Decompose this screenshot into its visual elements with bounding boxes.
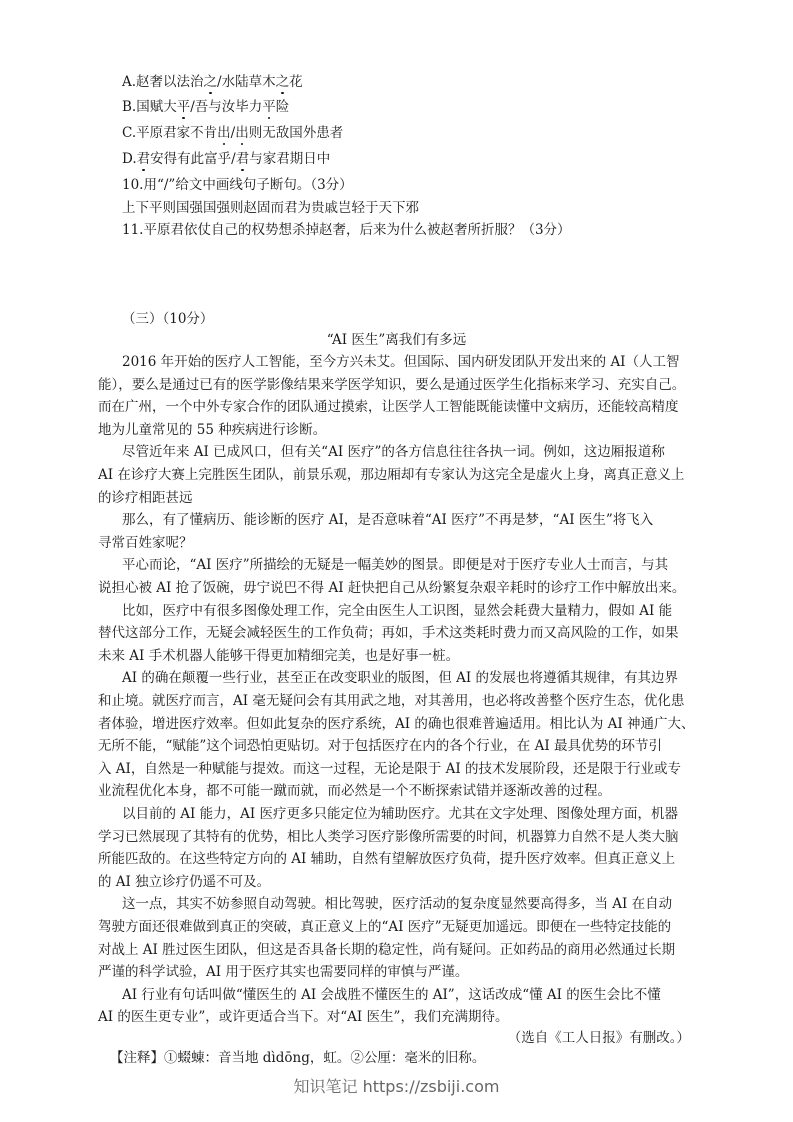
body-line: 而在广州，一个中外专家合作的团队通过摸索，让医学人工智能既能读懂中文病历，还能较高精度 <box>98 399 679 416</box>
dotted-character: 之 <box>203 74 218 90</box>
body-line: 能），要么是通过已有的医学影像结果来学医学知识，要么是通过医学生化指标来学习、充实自己。 <box>98 376 686 393</box>
body-line: 那么，有了懂病历、能诊断的医疗 AI，是否意味着“AI 医疗”不再是梦，“AI 医生”将飞入 <box>122 512 654 529</box>
body-line: 和止境。就医疗而言，AI 毫无疑问会有其用武之地，对其善用，也必将改善整个医疗生态，优化患 <box>98 693 685 709</box>
option-text: 与家君期日中 <box>249 151 331 167</box>
option-text: A.赵奢以法治 <box>122 74 204 90</box>
watermark-footer: 知识笔记 https://zsbiji.com <box>293 1077 500 1096</box>
section-heading: （三）（10分） <box>122 311 214 327</box>
source-citation: （选自《工人日报》有删改。） <box>507 1030 690 1046</box>
body-line: 这一点，其实不妨参照自动驾驶。相比驾驶，医疗活动的复杂度显然要高得多，当 AI 在自动 <box>122 896 673 913</box>
body-line: 未来 AI 手术机器人能够干得更加精细完美，也是好事一桩。 <box>98 647 460 664</box>
body-line: 2016 年开始的医疗人工智能，至今方兴未艾。但国际、国内研发团队开发出来的 AI（人工智 <box>122 354 680 370</box>
body-line: 严谨的科学试验，AI 用于医疗其实也需要同样的审慎与严谨。 <box>98 964 469 981</box>
body-line: 比如，医疗中有很多图像处理工作，完全由医生人工识图，显然会耗费大量精力，假如 AI 能 <box>122 602 673 619</box>
option-text: 险 <box>275 99 290 115</box>
body-line: 学习已然展现了其特有的优势，相比人类学习医疗影像所需要的时间，机器算力自然不是人类大脑 <box>98 828 679 845</box>
option-text: /水陆草木 <box>217 74 276 90</box>
body-line: 说担心被 AI 抢了饭碗，毋宁说巴不得 AI 赶快把自己从纷繁复杂艰辛耗时的诊疗工作中解放出来。 <box>98 580 686 596</box>
body-line: 尽管近年来 AI 已成风口，但有关“AI 医疗”的各方信息往往各执一词。例如，这边厢报道称 <box>122 444 665 461</box>
body-line: AI 行业有句话叫做“懂医生的 AI 会战胜不懂医生的 AI”，这话改成“懂 AI 的医生会比不懂 <box>122 986 661 1003</box>
annotation-note: 【注释】①蝃蝀：音当地 dìdōng，虹。②公厘：毫米的旧称。 <box>110 1050 486 1066</box>
option-text: 则无敌国外患者 <box>248 125 344 141</box>
body-line: 入 AI，自然是一种赋能与提效。而这一过程，无论是限于 AI 的技术发展阶段，还是限于行业或专 <box>98 760 682 777</box>
option-text: / <box>230 125 236 141</box>
option-c <box>122 123 343 143</box>
body-line: 地为儿童常见的 55 种疾病进行诊断。 <box>98 421 327 438</box>
body-line: AI 在诊疗大赛上完胜医生团队，前景乐观，那边厢却有专家认为这完全是虚火上身，离真正意义上 <box>98 467 685 483</box>
option-a <box>122 72 303 92</box>
body-line: 以目前的 AI 能力，AI 医疗更多只能定位为辅助医疗。尤其在文字处理、图像处理方面，机器 <box>122 806 679 822</box>
dotted-character: 君 <box>136 151 151 167</box>
dotted-character: 出 <box>217 125 231 141</box>
question-10-sentence: 上下平则国强国强则赵固而君为贵戚岂轻于天下邪 <box>122 200 419 216</box>
body-line: AI 的医生更专业”，或许更适合当下。对“AI 医生”，我们充满期待。 <box>98 1009 509 1026</box>
body-line: 寻常百姓家呢？ <box>98 534 193 551</box>
body-line: AI 的确在颠覆一些行业，甚至正在改变职业的版图，但 AI 的发展也将遵循其规律，有其边界 <box>122 670 679 687</box>
option-d <box>122 149 330 169</box>
option-text: D. <box>122 151 137 167</box>
body-line: 者体验，增进医疗效率。但如此复杂的医疗系统，AI 的确也很难普遍适用。相比认为 AI 神通广大、 <box>98 715 695 732</box>
dotted-character: 君 <box>235 151 250 167</box>
body-line: 对战上 AI 胜过医生团队，但这是否具备长期的稳定性，尚有疑问。正如药品的商用必然通过长期 <box>98 941 676 958</box>
dotted-character: 平 <box>176 99 191 115</box>
article-title: “AI 医生”离我们有多远 <box>326 332 467 348</box>
body-line: 替代这部分工作，无疑会减轻医生的工作负荷；再如，手术这类耗时费力而又高风险的工作，如果 <box>98 625 679 642</box>
body-line: 业流程优化本身，都不可能一蹴而就，而必然是一个不断探索试错并逐渐改善的过程。 <box>98 783 611 800</box>
option-text: C.平原君家不肯 <box>122 125 218 141</box>
option-text: /吾与汝毕力 <box>190 99 263 115</box>
body-line: 的 AI 独立诊疗仍遥不可及。 <box>98 873 271 890</box>
option-text: B.国赋大 <box>122 99 177 115</box>
body-line: 驾驶方面还很难做到真正的突破，真正意义上的“AI 医疗”无疑更加遥远。即便在一些特定技能的 <box>98 919 672 935</box>
dotted-character: 之 <box>275 74 290 90</box>
question-10: 10.用“/”给文中画线句子断句。（3分） <box>122 177 353 193</box>
question-11: 11.平原君依仗自己的权势想杀掉赵奢，后来为什么被赵奢所折服？（3分） <box>122 222 571 238</box>
body-line: 所能匹敌的。在这些特定方向的 AI 辅助，自然有望解放医疗负荷，提升医疗效率。但真正意义上 <box>98 851 676 868</box>
option-b <box>122 97 289 117</box>
dotted-character: 平 <box>262 99 276 115</box>
dotted-character: 出 <box>235 125 249 141</box>
body-line: 的诊疗相距甚远 <box>98 489 193 506</box>
body-line: 平心而论，“AI 医疗”所描绘的无疑是一幅美妙的图景。即便是对于医疗专业人士而言，与其 <box>122 557 669 574</box>
body-line: 无所不能，“赋能”这个词恐怕更贴切。对于包括医疗在内的各个行业，在 AI 最具优势的环节引 <box>98 738 662 755</box>
option-text: 安得有此富乎/ <box>150 151 236 167</box>
option-text: 花 <box>289 74 303 90</box>
